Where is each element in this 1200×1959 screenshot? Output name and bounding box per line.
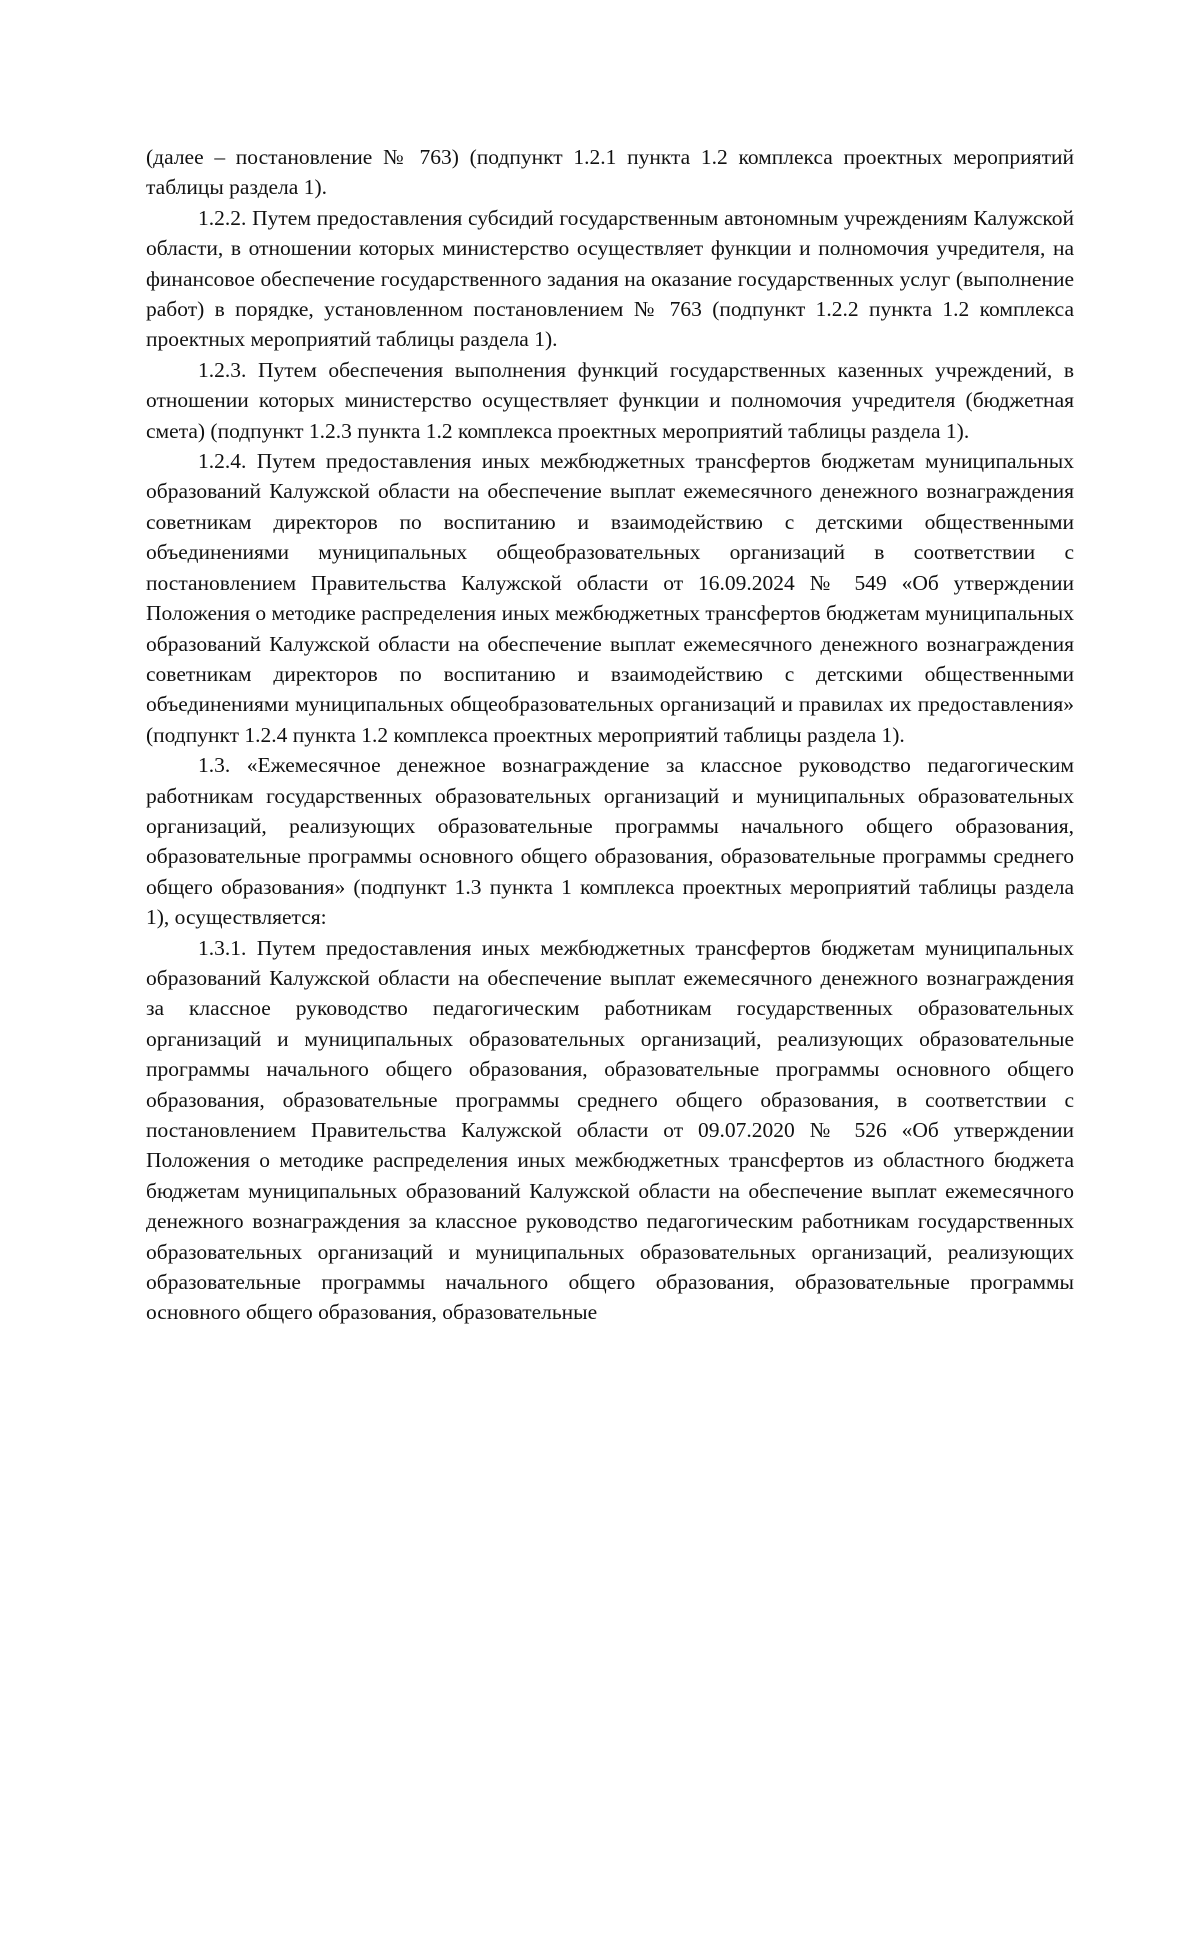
paragraph-1-3-1: 1.3.1. Путем предоставления иных межбюджетных трансфертов бюджетам муниципальных образований Калужской области на обеспечение выплат ежемесячного денежного вознаграждения за классное руководство педагогическим работникам государственных образовательных организаций и муниципальных образовательных организаций, реализующих образовательные программы начального общего образования, образовательные программы основного общего образования, образовательные программы среднего общего образования, в соответствии с постановлением Правительства Калужской области от 09.07.2020 № 526 «Об утверждении Положения о методике распределения иных межбюджетных трансфертов из областного бюджета бюджетам муниципальных образований Калужской области на обеспечение выплат ежемесячного денежного вознаграждения за классное руководство педагогическим работникам государственных образовательных организаций и муниципальных образовательных организаций, реализующих образовательные программы начального общего образования, образовательные программы основного общего образования, образовательные	[146, 935, 1074, 1325]
paragraph-continuation: (далее – постановление № 763) (подпункт 1.2.1 пункта 1.2 комплекса проектных мероприятий таблицы раздела 1).	[146, 145, 1074, 200]
paragraph-1-2-2: 1.2.2. Путем предоставления субсидий государственным автономным учреждениям Калужской области, в отношении которых министерство осуществляет функции и полномочия учредителя, на финансовое обеспечение государственного задания на оказание государственных услуг (выполнение работ) в порядке, установленном постановлением № 763 (подпункт 1.2.2 пункта 1.2 комплекса проектных мероприятий таблицы раздела 1).	[146, 205, 1074, 352]
document-page	[146, 142, 1074, 1328]
paragraph-1-2-3: 1.2.3. Путем обеспечения выполнения функций государственных казенных учреждений, в отношении которых министерство осуществляет функции и полномочия учредителя (бюджетная смета) (подпункт 1.2.3 пункта 1.2 комплекса проектных мероприятий таблицы раздела 1).	[146, 357, 1074, 443]
paragraph-1-3: 1.3. «Ежемесячное денежное вознаграждение за классное руководство педагогическим работникам государственных образовательных организаций и муниципальных образовательных организаций, реализующих образовательные программы начального общего образования, образовательные программы основного общего образования, образовательные программы среднего общего образования» (подпункт 1.3 пункта 1 комплекса проектных мероприятий таблицы раздела 1), осуществляется:	[146, 753, 1074, 930]
paragraph-1-2-4: 1.2.4. Путем предоставления иных межбюджетных трансфертов бюджетам муниципальных образований Калужской области на обеспечение выплат ежемесячного денежного вознаграждения советникам директоров по воспитанию и взаимодействию с детскими общественными объединениями муниципальных общеобразовательных организаций в соответствии с постановлением Правительства Калужской области от 16.09.2024 № 549 «Об утверждении Положения о методике распределения иных межбюджетных трансфертов бюджетам муниципальных образований Калужской области на обеспечение выплат ежемесячного денежного вознаграждения советникам директоров по воспитанию и взаимодействию с детскими общественными объединениями муниципальных общеобразовательных организаций и правилах их предоставления» (подпункт 1.2.4 пункта 1.2 комплекса проектных мероприятий таблицы раздела 1).	[146, 449, 1074, 747]
